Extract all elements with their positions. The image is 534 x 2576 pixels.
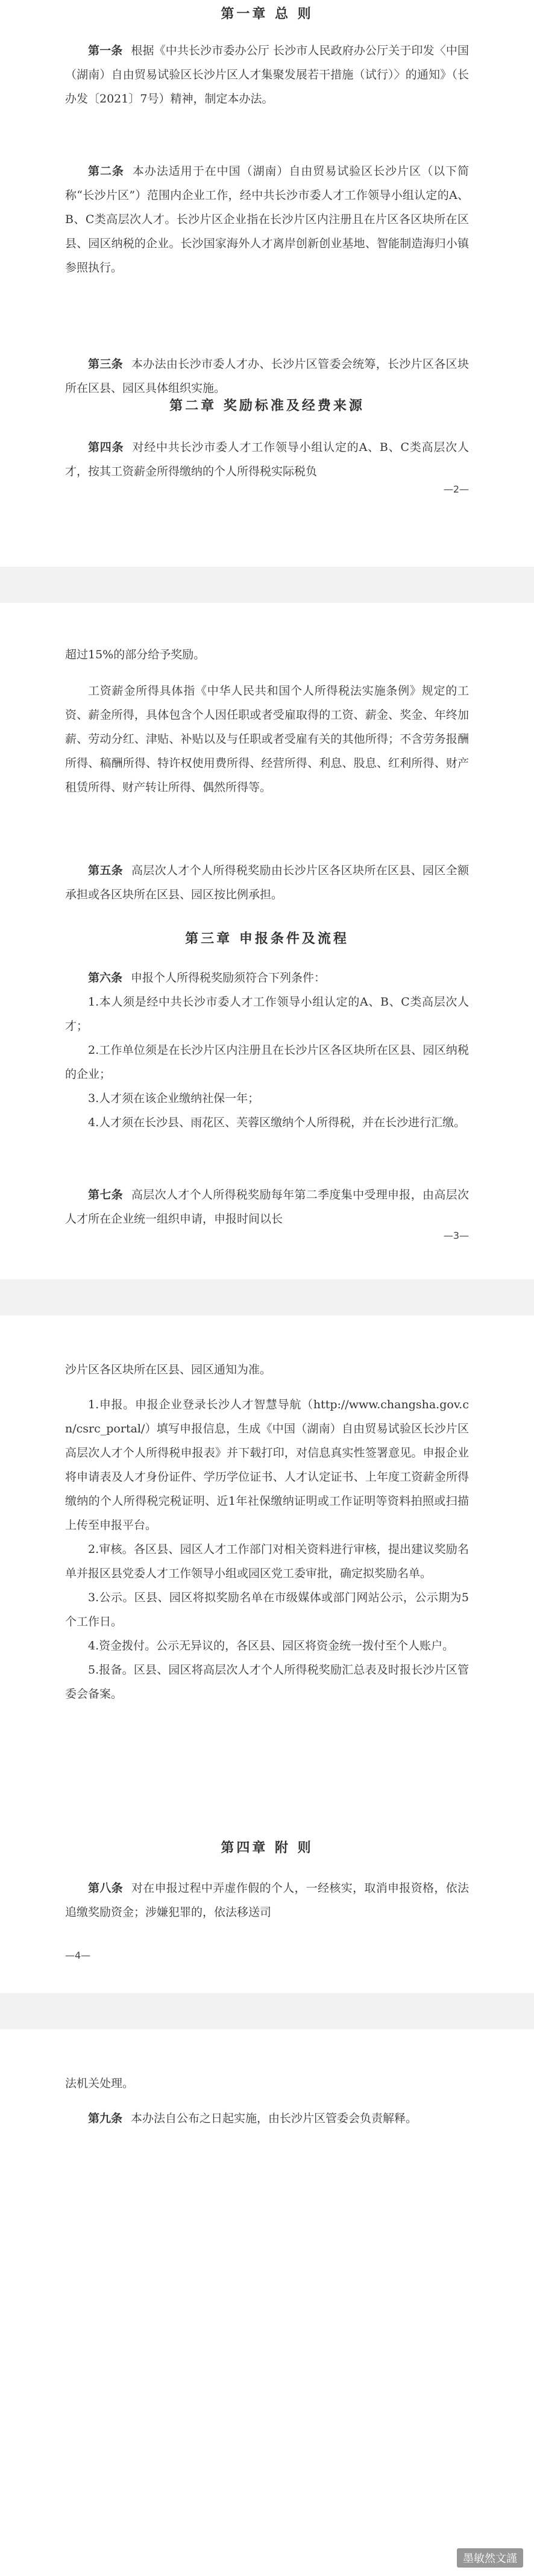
procedure-declare: 1.申报。申报企业登录长沙人才智慧导航（http://www.changsha.gov.cn/csrc_portal/）填写申报信息，生成《中国（湖南）自由贸易试验区长沙片区高层次人才个人所得税申报表》并下载打印，对信息真实性签署意见。申报企业将申请表及人才身份证件、学历学位证书、人才认定证书、上年度工资薪金所得缴纳的个人所得税完税证明、近1年社保缴纳证明或工作证明等资料拍照或扫描上传至申报平台。 <box>65 1398 469 1532</box>
article-3-label: 第三条 <box>88 357 123 371</box>
article-3 <box>65 352 469 400</box>
chapter-2-block <box>65 395 469 414</box>
article-9 <box>65 2106 469 2130</box>
chapter-1-block <box>65 4 469 22</box>
article-7-cont-text: 沙片区各区块所在区县、园区通知为准。 <box>65 1363 272 1376</box>
article-7-continued <box>65 1358 469 1382</box>
document-page-2 <box>0 603 534 1279</box>
article-6-item-3: 3.人才须在该企业缴纳社保一年； <box>88 1092 260 1105</box>
article-1 <box>65 39 469 111</box>
article-4-cont-text: 超过15%的部分给予奖励。 <box>65 648 206 661</box>
article-3-text: 本办法由长沙市委人才办、长沙片区管委会统筹，长沙片区各区块所在区县、园区具体组织实施。 <box>65 357 469 395</box>
article-6-text: 申报个人所得税奖励须符合下列条件： <box>131 971 326 984</box>
chapter-1-title: 第一章 总 则 <box>221 6 313 22</box>
article-9-label: 第九条 <box>88 2112 123 2125</box>
article-8-text: 对在申报过程中弄虚作假的个人，一经核实，取消申报资格，依法追缴奖励资金；涉嫌犯罪的，依法移送司 <box>65 1882 469 1919</box>
chapter-2-title: 第二章 奖励标准及经费来源 <box>169 398 365 414</box>
article-5-label: 第五条 <box>88 864 123 877</box>
procedure-funding: 4.资金拨付。公示无异议的，各区县、园区将资金统一拨付至个人账户。 <box>88 1639 454 1652</box>
article-6-item-1: 1.本人须是经中共长沙市委人才工作领导小组认定的A、B、C类高层次人才； <box>65 995 469 1033</box>
document-page-1 <box>0 0 534 567</box>
wage-definition-text: 工资薪金所得具体指《中华人民共和国个人所得税法实施条例》规定的工资、薪金所得，具体包含个人因任职或者受雇取得的工资、薪金、奖金、年终加薪、劳动分红、津贴、补贴以及与任职或者受雇有关的其他所得；不含劳务报酬所得、稿酬所得、特许权使用费所得、经营所得、利息、股息、红利所得、财产租赁所得、财产转让所得、偶然所得等。 <box>65 684 469 794</box>
article-2-text: 本办法适用于在中国（湖南）自由贸易试验区长沙片区（以下简称“长沙片区”）范围内企业工作，经中共长沙市委人才工作领导小组认定的A、B、C类高层次人才。长沙片区企业指在长沙片区内注册且在片区各区块所在区县、园区纳税的企业。长沙国家海外人才离岸创新创业基地、智能制造海归小镇参照执行。 <box>65 165 469 274</box>
article-2 <box>65 159 469 280</box>
watermark: 墨敏然文謹 <box>457 2548 523 2568</box>
article-8-cont-text: 法机关处理。 <box>65 2077 134 2090</box>
chapter-3-title: 第三章 申报条件及流程 <box>185 931 349 946</box>
page-number-3: —3— <box>443 1230 469 1241</box>
article-6 <box>65 966 469 1135</box>
article-7-text: 高层次人才个人所得税奖励每年第二季度集中受理申报，由高层次人才所在企业统一组织申请，申报时间以长 <box>65 1188 469 1226</box>
article-8 <box>65 1876 469 1924</box>
page-number-4: —4— <box>65 1950 91 1961</box>
article-5 <box>65 858 469 907</box>
article-6-item-2: 2.工作单位须是在长沙片区内注册且在长沙片区各区块所在区县、园区纳税的企业； <box>65 1044 469 1081</box>
procedure-review: 2.审核。各区县、园区人才工作部门对相关资料进行审核，提出建议奖励名单并报区县党委人才工作领导小组或园区党工委审批，确定拟奖励名单。 <box>65 1543 469 1580</box>
document-page-4 <box>0 2029 534 2576</box>
procedure-publicity: 3.公示。区县、园区将拟奖励名单在市级媒体或部门网站公示，公示期为5个工作日。 <box>65 1591 469 1628</box>
article-6-label: 第六条 <box>88 971 123 984</box>
chapter-4-block <box>65 1838 469 1856</box>
article-8-continued <box>65 2071 469 2096</box>
page-number-2: —2— <box>443 483 469 495</box>
article-7-label: 第七条 <box>88 1188 123 1201</box>
article-7-procedures <box>65 1393 469 1706</box>
article-2-label: 第二条 <box>88 165 124 178</box>
article-1-text: 根据《中共长沙市委办公厅 长沙市人民政府办公厅关于印发〈中国（湖南）自由贸易试验区长沙片区人才集聚发展若干措施（试行）〉的通知》（长办发〔2021〕7号）精神，制定本办法。 <box>65 44 469 105</box>
article-6-item-4: 4.人才须在长沙县、雨花区、芙蓉区缴纳个人所得税，并在长沙进行汇缴。 <box>88 1116 466 1129</box>
document-page-3 <box>0 1315 534 1993</box>
article-9-text: 本办法自公布之日起实施，由长沙片区管委会负责解释。 <box>131 2112 418 2125</box>
article-4 <box>65 435 469 483</box>
article-5-text: 高层次人才个人所得税奖励由长沙片区各区块所在区县、园区全额承担或各区块所在区县、园区按比例承担。 <box>65 864 469 901</box>
chapter-4-title: 第四章 附 则 <box>221 1840 313 1856</box>
article-4-continued <box>65 643 469 667</box>
article-8-label: 第八条 <box>88 1882 123 1895</box>
wage-definition <box>65 679 469 799</box>
procedure-filing: 5.报备。区县、园区将高层次人才个人所得税奖励汇总表及时报长沙片区管委会备案。 <box>65 1663 469 1701</box>
article-1-label: 第一条 <box>88 44 123 57</box>
chapter-3-block <box>65 928 469 947</box>
article-4-text: 对经中共长沙市委人才工作领导小组认定的A、B、C类高层次人才，按其工资薪金所得缴纳的个人所得税实际税负 <box>65 441 469 478</box>
article-7 <box>65 1183 469 1231</box>
article-4-label: 第四条 <box>88 441 124 454</box>
